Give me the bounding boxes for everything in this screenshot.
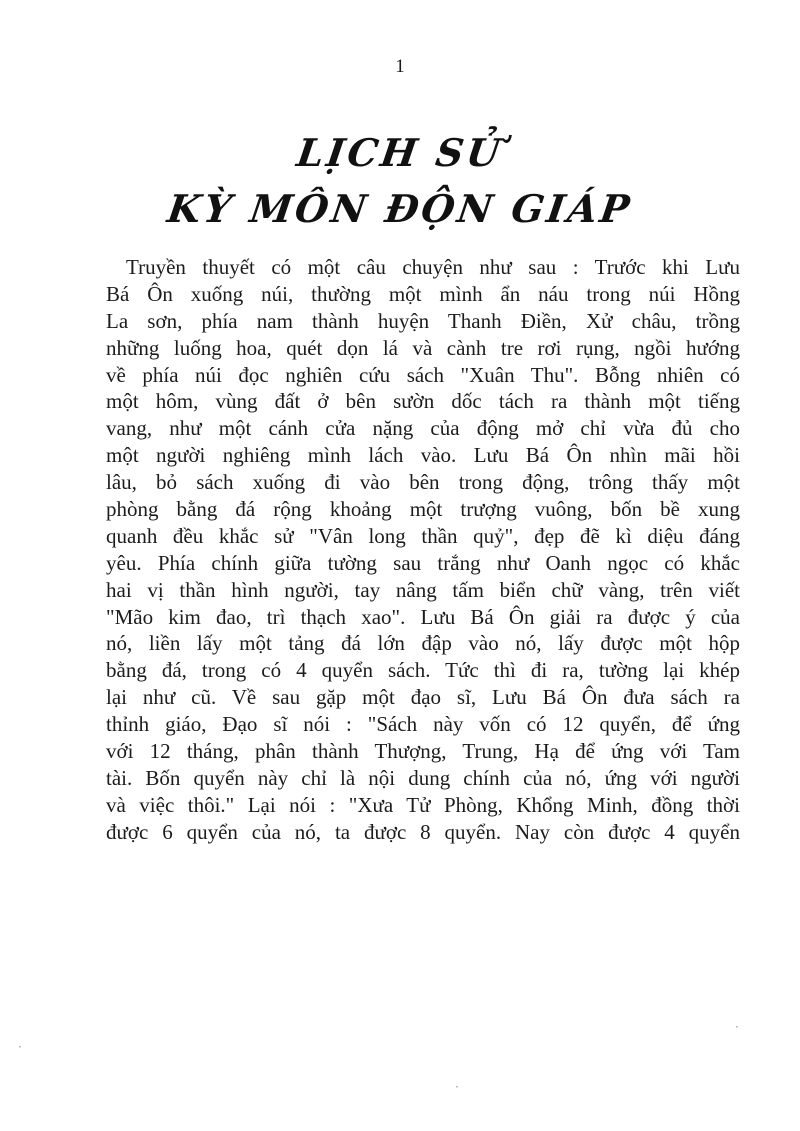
text-line: tài. Bốn quyển này chỉ là nội dung chính của nó, ứng với người <box>106 765 740 790</box>
page-number: 1 <box>395 56 405 77</box>
text-line: lâu, bỏ sách xuống đi vào bên trong động, trông thấy một <box>106 470 740 495</box>
text-line: một hôm, vùng đất ở bên sườn dốc tách ra thành một tiếng <box>106 389 740 414</box>
scan-speck: · <box>18 1040 22 1054</box>
text-line: với 12 tháng, phân thành Thượng, Trung, Hạ để ứng với Tam <box>106 739 740 764</box>
text-line: Bá Ôn xuống núi, thường một mình ẩn náu trong núi Hồng <box>106 281 740 306</box>
text-line: yêu. Phía chính giữa tường sau trắng như Oanh ngọc có khắc <box>106 550 740 575</box>
text-line: một người nghiêng mình lách vào. Lưu Bá Ôn nhìn mãi hồi <box>106 443 740 468</box>
body-paragraph <box>106 254 740 846</box>
text-line: Truyền thuyết có một câu chuyện như sau : Trước khi Lưu <box>126 255 740 279</box>
text-line: về phía núi đọc nghiên cứu sách "Xuân Thu". Bỗng nhiên có <box>106 362 740 387</box>
text-line: thỉnh giáo, Đạo sĩ nói : "Sách này vốn có 12 quyển, để ứng <box>106 712 740 737</box>
text-line: được 6 quyển của nó, ta được 8 quyển. Nay còn được 4 quyển <box>106 819 740 844</box>
text-line: nó, liền lấy một tảng đá lớn đập vào nó, lấy được một hộp <box>106 631 740 656</box>
text-line: La sơn, phía nam thành huyện Thanh Điền, Xử châu, trồng <box>106 308 740 333</box>
text-line: "Mão kim đao, trì thạch xao". Lưu Bá Ôn giải ra được ý của <box>106 604 740 629</box>
text-line: và việc thôi." Lại nói : "Xưa Tử Phòng, Khổng Minh, đồng thời <box>106 792 740 817</box>
scan-speck: · <box>455 1080 459 1094</box>
text-line: quanh đều khắc sử "Vân long thần quỷ", đẹp đẽ kì diệu đáng <box>106 523 740 548</box>
scan-speck: · <box>735 1020 739 1034</box>
text-line: hai vị thần hình người, tay nâng tấm biển chữ vàng, trên viết <box>106 577 740 602</box>
text-line: bằng đá, trong có 4 quyển sách. Tức thì đi ra, tường lại khép <box>106 658 740 683</box>
chapter-title-line-1: LỊCH SỬ <box>294 130 506 175</box>
text-line: lại như cũ. Về sau gặp một đạo sĩ, Lưu Bá Ôn đưa sách ra <box>106 685 740 710</box>
text-line: những luống hoa, quét dọn lá và cành tre rơi rụng, ngồi hướng <box>106 335 740 360</box>
text-line: phòng bằng đá rộng khoảng một trượng vuông, bốn bề xung <box>106 497 740 522</box>
chapter-title-line-2: KỲ MÔN ĐỘN GIÁP <box>164 186 636 231</box>
text-line: vang, như một cánh cửa nặng của động mở chỉ vừa đủ cho <box>106 416 740 441</box>
